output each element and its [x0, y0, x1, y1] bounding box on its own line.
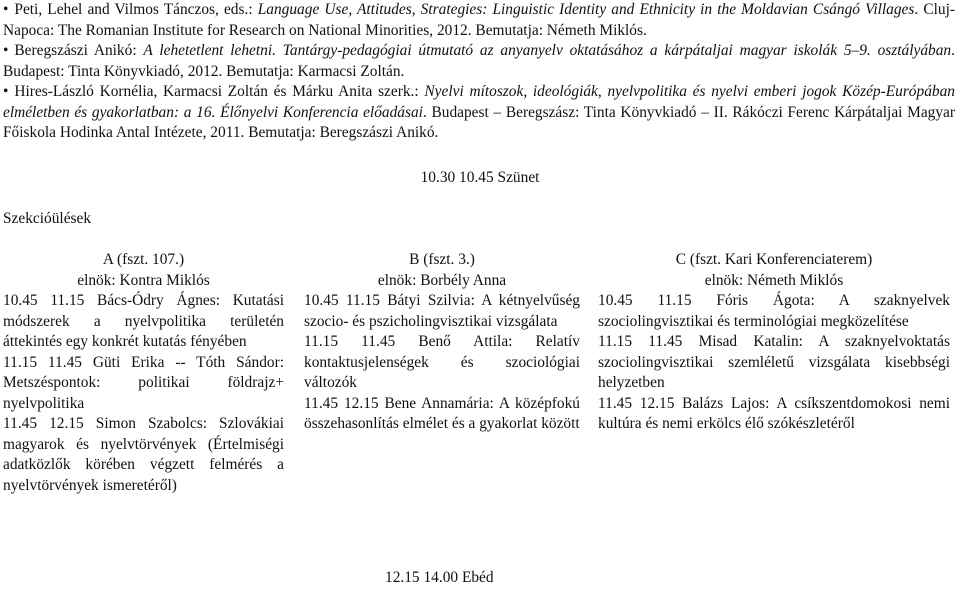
session-item: 11.45 12.15 Balázs Lajos: A csíkszentdomokosi nemi kultúra és nemi erkölcs élő szókészletéről: [598, 394, 950, 432]
session-item: 10.45 11.15 Fóris Ágota: A szaknyelvek szociolingvisztikai és terminológiai megközelítése: [598, 292, 950, 330]
chair-label: elnök: Németh Miklós: [704, 271, 844, 289]
chair-label: elnök: Kontra Miklós: [77, 271, 210, 289]
session-column-c: [598, 250, 950, 435]
session-column-a: [3, 250, 284, 496]
section-title: Szekcióülések: [3, 210, 92, 227]
room-label: A (fszt. 107.): [102, 251, 185, 268]
bibliography-list: [3, 0, 955, 144]
bibliography-entry: • Beregszászi Anikó: A lehetetlent lehetni. Tantárgy-pedagógiai útmutató az anyanyelv oktatásához a kárpátaljai magyar iskolák 5–9. osztályában. Budapest: Tinta Könyvkiadó, 2012. Bemutatja: Karmacsi Zoltán.: [3, 42, 955, 80]
session-item: 11.45 12.15 Simon Szabolcs: Szlovákiai magyarok és nyelvtörvények (Értelmiségi adatközlők körében végzett felmérés a nyelvtörvények ismeretéről): [3, 415, 284, 494]
session-item: 10.45 11.15 Bács-Ódry Ágnes: Kutatási módszerek a nyelvpolitika területén áttekintés egy konkrét kutatás fényében: [3, 292, 284, 350]
session-item: 11.15 11.45 Benő Attila: Relatív kontaktusjelenségek és szociológiai változók: [304, 333, 580, 391]
session-item: 10.45 11.15 Bátyi Szilvia: A kétnyelvűség szocio- és pszicholingvisztikai vizsgálata: [304, 292, 580, 330]
lunch-label: 12.15 14.00 Ebéd: [385, 569, 494, 586]
session-column-b: [304, 250, 580, 435]
room-label: B (fszt. 3.): [409, 251, 475, 268]
bibliography-entry: • Peti, Lehel and Vilmos Tánczos, eds.: Language Use, Attitudes, Strategies: Linguistic Identity and Ethnicity in the Moldavian Csángó Villages. Cluj-Napoca: The Romanian Institute for Research on National Minorities, 2012. Bemutatja: Németh Miklós.: [3, 1, 955, 39]
session-item: 11.45 12.15 Bene Annamária: A középfokú összehasonlítás elmélet és a gyakorlat között: [304, 394, 580, 432]
session-item: 11.15 11.45 Güti Erika -- Tóth Sándor: Metszéspontok: politikai földrajz+ nyelvpolitika: [3, 353, 284, 412]
chair-label: elnök: Borbély Anna: [377, 271, 507, 289]
break-label: 10.30 10.45 Szünet: [420, 169, 540, 186]
bullet: •: [3, 42, 9, 59]
bullet: •: [3, 83, 9, 100]
bibliography-entry: • Hires-László Kornélia, Karmacsi Zoltán és Márku Anita szerk.: Nyelvi mítoszok, ideológiák, nyelvpolitika és nyelvi emberi jogok Közép-Európában elméletben és gyakorlatban: a 16. Élőnyelvi Konferencia előadásai. Budapest – Beregszász: Tinta Könyvkiadó – II. Rákóczi Ferenc Kárpátaljai Magyar Főiskola Hodinka Antal Intézete, 2011. Bemutatja: Beregszászi Anikó.: [3, 83, 955, 141]
session-item: 11.15 11.45 Misad Katalin: A szaknyelvoktatás szociolingvisztikai szemléletű vizsgálata kisebbségi helyzetben: [598, 333, 950, 391]
bullet: •: [3, 1, 9, 18]
room-label: C (fszt. Kari Konferenciaterem): [675, 251, 873, 268]
